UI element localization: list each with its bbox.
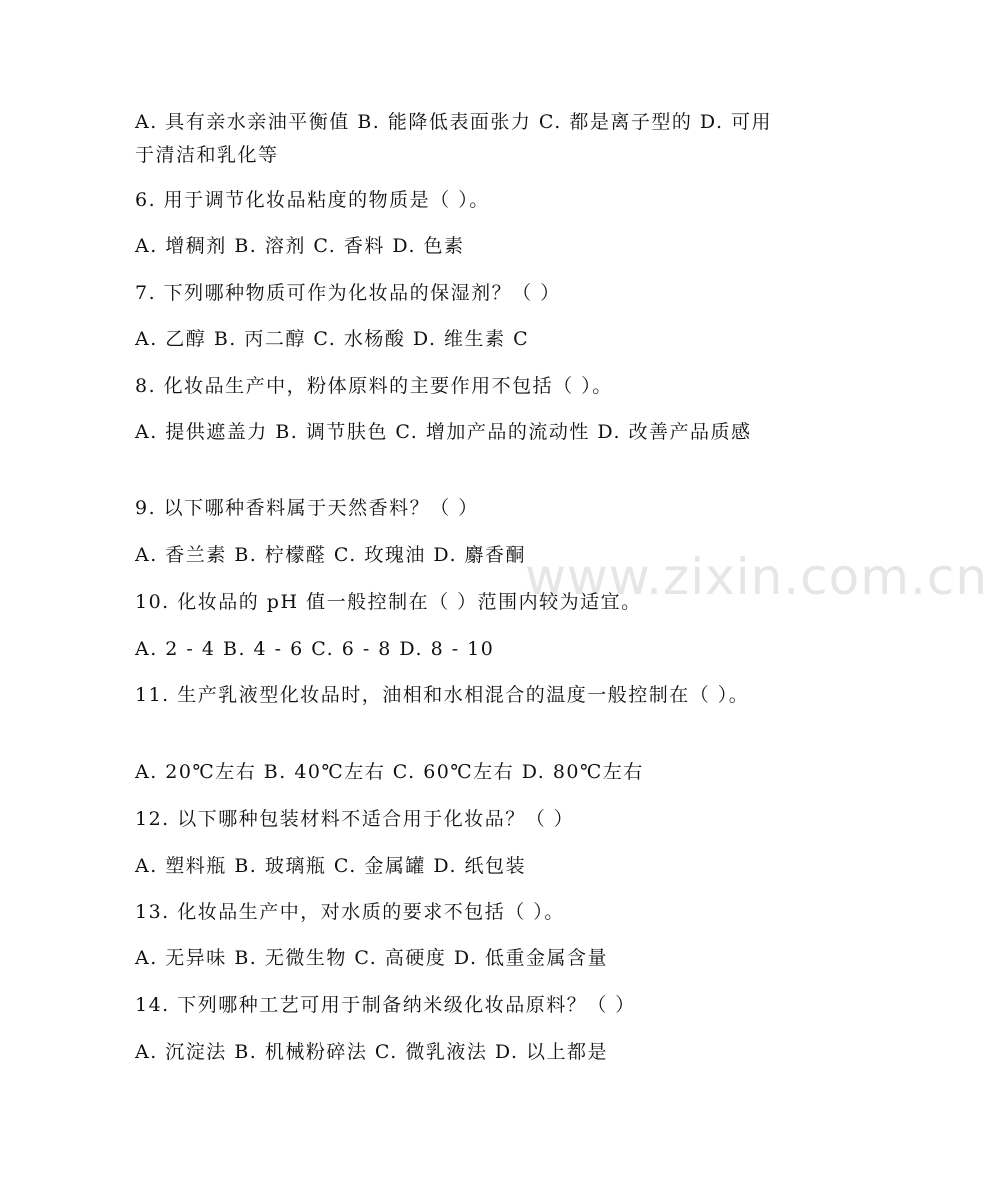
q6-options: A. 增稠剂 B. 溶剂 C. 香料 D. 色素 bbox=[135, 235, 465, 257]
q7-options: A. 乙醇 B. 丙二醇 C. 水杨酸 D. 维生素 C bbox=[135, 328, 530, 350]
q9-question: 9. 以下哪种香料属于天然香料？（ ） bbox=[135, 497, 479, 519]
q12-options: A. 塑料瓶 B. 玻璃瓶 C. 金属罐 D. 纸包装 bbox=[135, 855, 527, 877]
q13-question: 13. 化妆品生产中，对水质的要求不包括（ ）。 bbox=[135, 901, 565, 923]
watermark: www.zixin.com.cn bbox=[525, 548, 988, 606]
q9-options: A. 香兰素 B. 柠檬醛 C. 玫瑰油 D. 麝香酮 bbox=[135, 544, 527, 566]
q12-question: 12. 以下哪种包装材料不适合用于化妆品？（ ） bbox=[135, 808, 575, 830]
q8-options: A. 提供遮盖力 B. 调节肤色 C. 增加产品的流动性 D. 改善产品质感 bbox=[135, 421, 752, 443]
q11-options: A. 20℃左右 B. 40℃左右 C. 60℃左右 D. 80℃左右 bbox=[135, 761, 644, 783]
q5-options: A. 具有亲水亲油平衡值 B. 能降低表面张力 C. 都是离子型的 D. 可用于清洁和乳化等 bbox=[135, 111, 773, 166]
q8-question: 8. 化妆品生产中，粉体原料的主要作用不包括（ ）。 bbox=[135, 375, 613, 397]
q14-question: 14. 下列哪种工艺可用于制备纳米级化妆品原料？（ ） bbox=[135, 994, 636, 1016]
q10-options: A. 2 - 4 B. 4 - 6 C. 6 - 8 D. 8 - 10 bbox=[135, 638, 495, 660]
q13-options: A. 无异味 B. 无微生物 C. 高硬度 D. 低重金属含量 bbox=[135, 947, 609, 969]
q14-options: A. 沉淀法 B. 机械粉碎法 C. 微乳液法 D. 以上都是 bbox=[135, 1041, 609, 1063]
q6-question: 6. 用于调节化妆品粘度的物质是（ ）。 bbox=[135, 189, 490, 211]
q11-question: 11. 生产乳液型化妆品时，油相和水相混合的温度一般控制在（ ）。 bbox=[135, 684, 750, 706]
q10-question: 10. 化妆品的 pH 值一般控制在（ ）范围内较为适宜。 bbox=[135, 591, 642, 613]
q7-question: 7. 下列哪种物质可作为化妆品的保湿剂？（ ） bbox=[135, 282, 561, 304]
